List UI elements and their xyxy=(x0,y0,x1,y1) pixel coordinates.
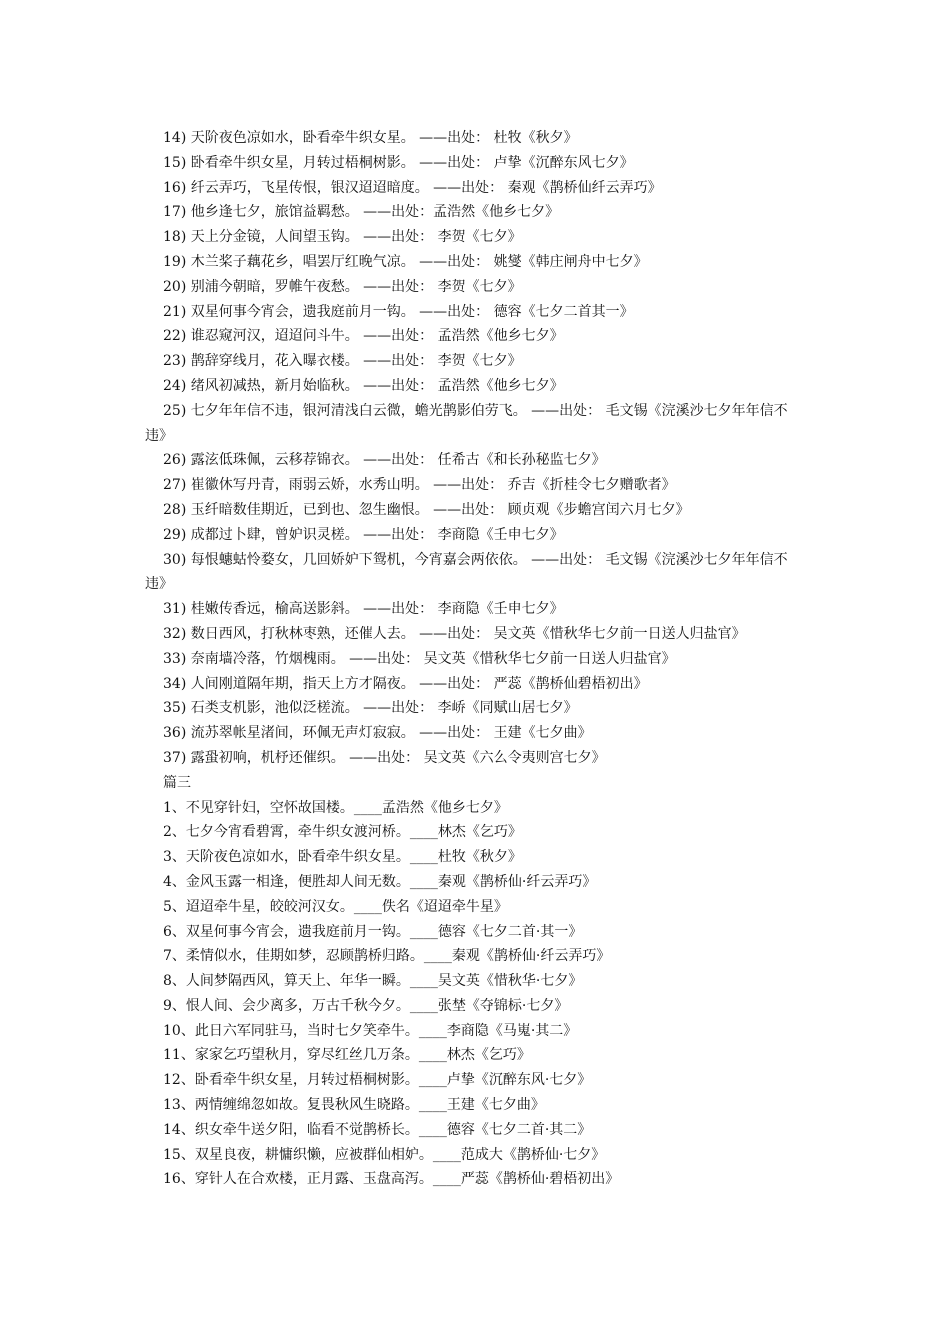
list-item: 31) 桂嫩传香远，榆高送影斜。 ——出处： 李商隐《壬申七夕》 xyxy=(163,601,564,618)
list-item: 14) 天阶夜色凉如水，卧看牵牛织女星。 ——出处： 杜牧《秋夕》 xyxy=(163,130,578,146)
list-item: 23) 鹊辞穿线月，花入曝衣楼。 ——出处： 李贺《七夕》 xyxy=(163,353,522,370)
list-item: 27) 崔徽休写丹青，雨弱云娇，水秀山明。 ——出处： 乔吉《折桂令七夕赠歌者》 xyxy=(163,477,676,494)
list-item: 24) 绪风初减热，新月始临秋。 ——出处： 孟浩然《他乡七夕》 xyxy=(163,377,564,394)
list-item: 37) 露蛩初响，机杼还催织。 ——出处： 吴文英《六么令夷则宫七夕》 xyxy=(163,749,606,766)
list-item: 30) 每恨蟪蛄怜婺女，几回娇妒下鸳机，今宵嘉会两依依。 ——出处： 毛文锡《浣溪沙七夕年年信不违》 xyxy=(145,551,788,593)
list-item: 29) 成都过卜肆，曾妒识灵槎。 ——出处： 李商隐《壬申七夕》 xyxy=(163,526,564,543)
section-heading: 篇三 xyxy=(163,774,191,791)
list-item: 19) 木兰桨子藕花乡，唱罢厅红晚气凉。 ——出处： 姚燮《韩庄闸舟中七夕》 xyxy=(163,253,648,270)
list-item: 5、迢迢牵牛星，皎皎河汉女。____佚名《迢迢牵牛星》 xyxy=(163,898,508,915)
list-item: 10、此日六军同驻马，当时七夕笑牵牛。____李商隐《马嵬·其二》 xyxy=(163,1022,578,1039)
list-item: 2、七夕今宵看碧霄，牵牛织女渡河桥。____林杰《乞巧》 xyxy=(163,824,522,841)
list-item: 16、穿针人在合欢楼，正月露、玉盘高泻。____严蕊《鹊桥仙·碧梧初出》 xyxy=(163,1171,620,1188)
list-item: 4、金风玉露一相逢，便胜却人间无数。____秦观《鹊桥仙·纤云弄巧》 xyxy=(163,873,597,890)
list-item: 9、恨人间、会少离多，万古千秋今夕。____张埜《夺锦标·七夕》 xyxy=(163,997,569,1014)
list-item: 3、天阶夜色凉如水，卧看牵牛织女星。____杜牧《秋夕》 xyxy=(163,849,522,866)
list-item: 21) 双星何事今宵会，遗我庭前月一钩。 ——出处： 德容《七夕二首其一》 xyxy=(163,303,634,320)
list-item: 32) 数日西风，打秋林枣熟，还催人去。 ——出处： 吴文英《惜秋华七夕前一日送人归盐官》 xyxy=(163,625,746,642)
list-item: 15) 卧看牵牛织女星，月转过梧桐树影。 ——出处： 卢挚《沉醉东风七夕》 xyxy=(163,154,634,171)
list-item: 22) 谁忍窥河汉，迢迢问斗牛。 ——出处： 孟浩然《他乡七夕》 xyxy=(163,328,564,345)
list-item: 7、柔情似水，佳期如梦，忍顾鹊桥归路。____秦观《鹊桥仙·纤云弄巧》 xyxy=(163,948,611,965)
list-item: 1、不见穿针妇，空怀故国楼。____孟浩然《他乡七夕》 xyxy=(163,799,508,816)
list-item: 13、两情缠绵忽如故。复畏秋风生晓路。____王建《七夕曲》 xyxy=(163,1097,545,1114)
list-item: 6、双星何事今宵会，遗我庭前月一钩。____德容《七夕二首·其一》 xyxy=(163,923,583,940)
list-item: 12、卧看牵牛织女星，月转过梧桐树影。____卢挚《沉醉东风·七夕》 xyxy=(163,1072,592,1089)
list-item: 16) 纤云弄巧，飞星传恨，银汉迢迢暗度。 ——出处： 秦观《鹊桥仙纤云弄巧》 xyxy=(163,179,662,196)
list-item: 26) 露泫低珠佩，云移荐锦衣。 ——出处： 任希古《和长孙秘监七夕》 xyxy=(163,452,606,469)
list-item: 34) 人间刚道隔年期，指天上方才隔夜。 ——出处： 严蕊《鹊桥仙碧梧初出》 xyxy=(163,675,648,692)
list-item: 25) 七夕年年信不违，银河清浅白云微，蟾光鹊影伯劳飞。 ——出处： 毛文锡《浣溪沙七夕年年信不违》 xyxy=(145,402,788,444)
list-item: 15、双星良夜，耕慵织懒，应被群仙相妒。____范成大《鹊桥仙·七夕》 xyxy=(163,1146,606,1163)
list-item: 28) 玉纤暗数佳期近，已到也、忽生幽恨。 ——出处： 顾贞观《步蟾宫闰六月七夕》 xyxy=(163,501,690,518)
list-item: 20) 别浦今朝暗，罗帷午夜愁。 ——出处： 李贺《七夕》 xyxy=(163,278,522,295)
list-item: 17) 他乡逢七夕，旅馆益羁愁。 ——出处：孟浩然《他乡七夕》 xyxy=(163,204,560,221)
list-item: 36) 流苏翠帐星渚间，环佩无声灯寂寂。 ——出处： 王建《七夕曲》 xyxy=(163,725,592,742)
list-item: 33) 奈南墙冷落，竹烟槐雨。 ——出处： 吴文英《惜秋华七夕前一日送人归盐官》 xyxy=(163,650,676,667)
list-item: 14、织女牵牛送夕阳，临看不觉鹊桥长。____德容《七夕二首·其二》 xyxy=(163,1121,592,1138)
list-item: 35) 石类支机影，池似泛槎流。 ——出处： 李峤《同赋山居七夕》 xyxy=(163,700,578,717)
list-item: 8、人间梦隔西风，算天上、年华一瞬。____吴文英《惜秋华·七夕》 xyxy=(163,973,583,990)
list-item: 18) 天上分金镜，人间望玉钩。 ——出处： 李贺《七夕》 xyxy=(163,229,522,246)
document-body xyxy=(145,126,805,1192)
list-item: 11、家家乞巧望秋月，穿尽红丝几万条。____林杰《乞巧》 xyxy=(163,1047,531,1064)
